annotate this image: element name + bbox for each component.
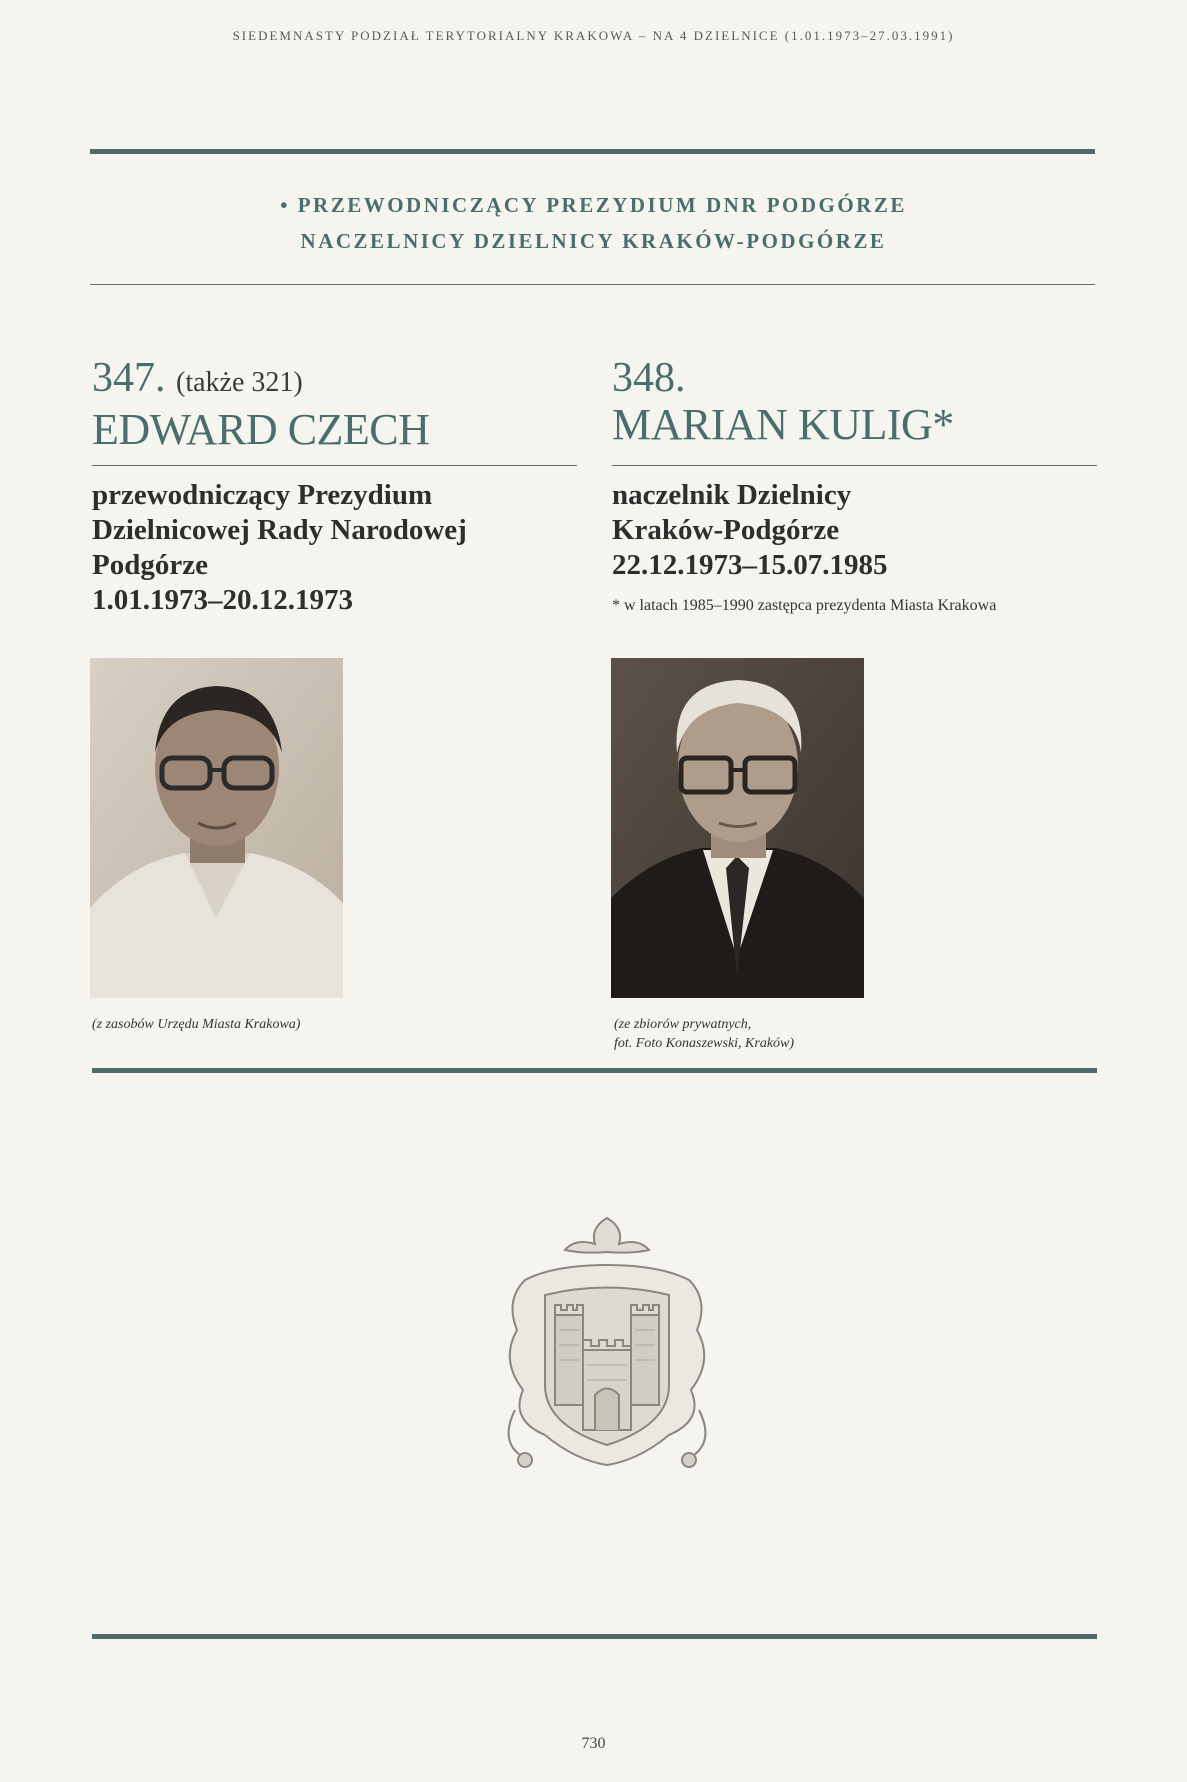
entry-role-348 bbox=[612, 478, 1092, 583]
footnote-348: * w latach 1985–1990 zastępca prezydenta Miasta Krakowa bbox=[612, 597, 997, 614]
entry-number-347 bbox=[92, 355, 592, 406]
entry-347 bbox=[92, 355, 592, 454]
role-line: przewodniczący Prezydium bbox=[92, 479, 433, 511]
section-title-line1: • PRZEWODNICZĄCY PREZYDIUM DNR PODGÓRZE bbox=[280, 193, 907, 217]
role-line: Kraków-Podgórze bbox=[612, 514, 840, 546]
role-line: naczelnik Dzielnicy bbox=[612, 479, 852, 511]
caption-line: fot. Foto Konaszewski, Kraków) bbox=[614, 1036, 795, 1051]
running-header: SIEDEMNASTY PODZIAŁ TERYTORIALNY KRAKOWA – NA 4 DZIELNICE (1.01.1973–27.03.1991) bbox=[232, 28, 955, 43]
entry-348-rule bbox=[612, 465, 1097, 466]
photo-caption-348 bbox=[614, 1015, 914, 1053]
entry-number-348 bbox=[612, 355, 1092, 401]
portrait-photo-347 bbox=[90, 658, 343, 998]
role-dates: 22.12.1973–15.07.1985 bbox=[612, 549, 888, 581]
caption-line: (ze zbiorów prywatnych, bbox=[614, 1017, 752, 1032]
entry-name-348: MARIAN KULIG* bbox=[612, 400, 954, 449]
portrait-photo-347-image bbox=[90, 658, 343, 998]
entry-role-347 bbox=[92, 478, 592, 618]
top-rule bbox=[90, 149, 1095, 154]
photo-caption-347 bbox=[92, 1015, 392, 1034]
entry-348 bbox=[612, 355, 1092, 449]
caption-line: (z zasobów Urzędu Miasta Krakowa) bbox=[92, 1017, 301, 1032]
section-rule bbox=[90, 284, 1095, 285]
entry-347-rule bbox=[92, 465, 577, 466]
krakow-coat-of-arms-icon bbox=[495, 1210, 720, 1475]
role-line: Dzielnicowej Rady Narodowej bbox=[92, 514, 467, 546]
entry-name-347: EDWARD CZECH bbox=[92, 405, 430, 454]
role-dates: 1.01.1973–20.12.1973 bbox=[92, 584, 353, 616]
role-line: Podgórze bbox=[92, 549, 208, 581]
coat-of-arms-drawing bbox=[495, 1210, 720, 1475]
portrait-photo-348-image bbox=[611, 658, 864, 998]
portrait-photo-348 bbox=[611, 658, 864, 998]
entry-number-value: 347. bbox=[92, 355, 166, 401]
section-title-line2: NACZELNICY DZIELNICY KRAKÓW-PODGÓRZE bbox=[300, 229, 887, 253]
entries-bottom-rule bbox=[92, 1068, 1097, 1073]
entry-number-value: 348. bbox=[612, 355, 686, 401]
page-number: 730 bbox=[581, 1735, 606, 1752]
page-bottom-rule bbox=[92, 1634, 1097, 1639]
entry-also-reference: (także 321) bbox=[176, 367, 303, 398]
